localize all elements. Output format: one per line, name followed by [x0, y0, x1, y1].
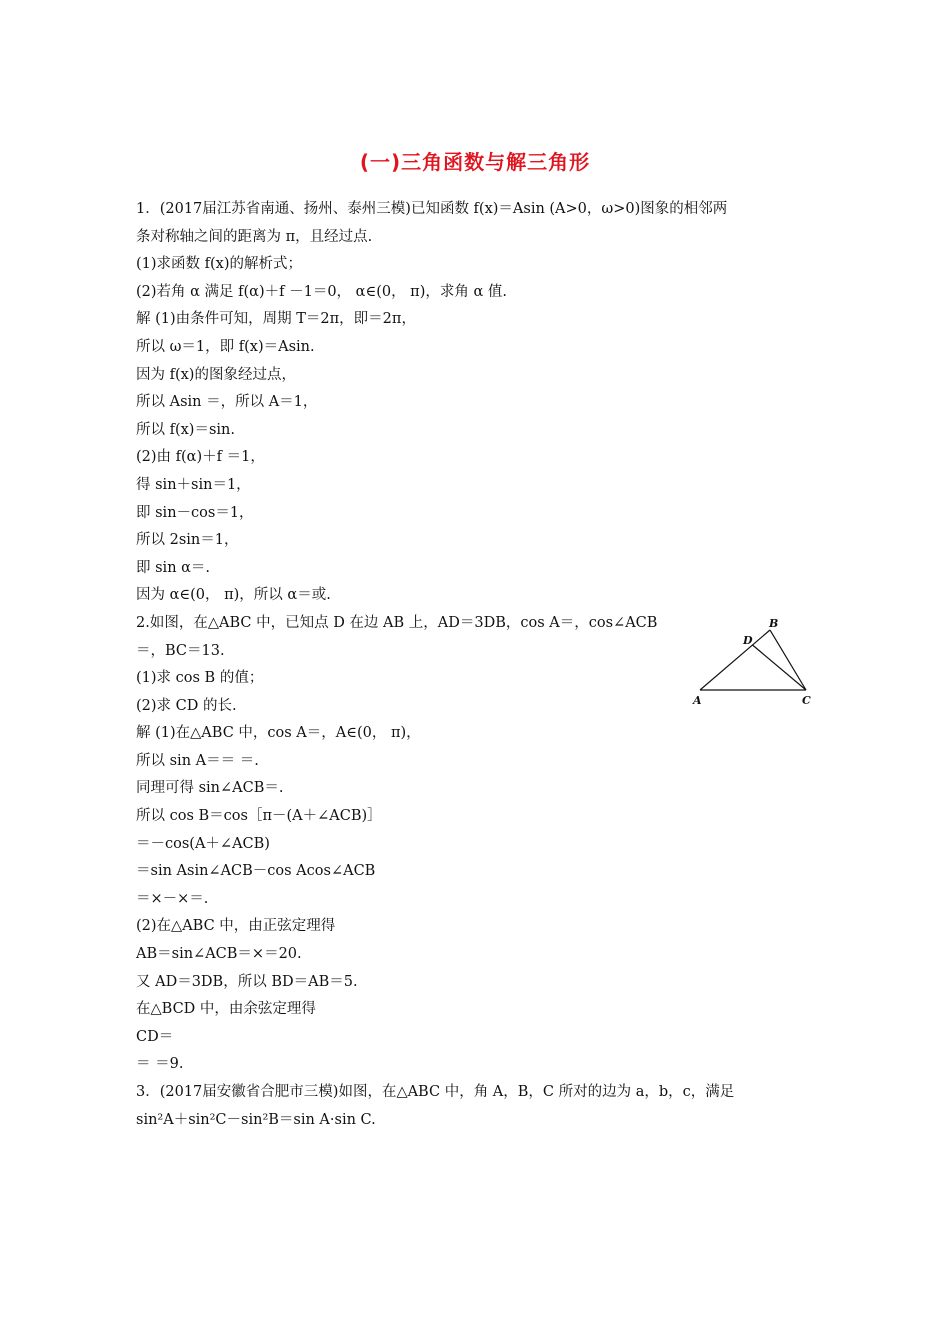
text-line: ＝，BC＝13.	[136, 642, 225, 659]
page-title: (一)三角函数与解三角形	[359, 150, 591, 174]
text-line: 又 AD＝3DB，所以 BD＝AB＝5.	[136, 973, 358, 990]
text-line: 即 sin α＝.	[136, 559, 211, 576]
label-b: B	[769, 617, 779, 630]
text-line: (1)求 cos B 的值；	[136, 670, 264, 687]
text-line: 所以 Asin ＝，所以 A＝1，	[136, 394, 318, 411]
text-line: 1．(2017届江苏省南通、扬州、泰州三模)已知函数 f(x)＝Asin (A>0，ω>0)图象的相邻两	[136, 201, 728, 217]
text-line: 所以 2sin＝1，	[136, 532, 239, 549]
text-line: (1)求函数 f(x)的解析式；	[136, 256, 303, 273]
text-line: (2)由 f(α)＋f ＝1，	[136, 449, 265, 466]
text-line: ＝－cos(A＋∠ACB)	[136, 835, 270, 852]
triangle-diagram	[690, 616, 820, 708]
label-d: D	[743, 634, 753, 647]
text-line: (2)在△ABC 中，由正弦定理得	[136, 918, 336, 935]
text-line: 同理可得 sin∠ACB＝.	[136, 780, 284, 797]
text-line: (2)求 CD 的长.	[136, 697, 237, 714]
text-line: AB＝sin∠ACB＝×＝20.	[136, 946, 302, 963]
side-ab	[700, 630, 770, 690]
text-line: ＝×－×＝.	[136, 890, 209, 907]
text-line: 即 sin－cos＝1，	[136, 504, 254, 521]
side-bc	[770, 630, 806, 690]
text-line: sin²A＋sin²C－sin²B＝sin A·sin C.	[136, 1111, 376, 1128]
text-line: 所以 ω＝1，即 f(x)＝Asin.	[136, 338, 315, 355]
text-line: 3．(2017届安徽省合肥市三模)如图，在△ABC 中，角 A，B，C 所对的边为 a，b，c，满足	[136, 1084, 735, 1100]
segment-cd	[753, 645, 807, 690]
text-line: 在△BCD 中，由余弦定理得	[136, 1001, 316, 1018]
text-line: 因为 f(x)的图象经过点，	[136, 366, 296, 383]
text-line: ＝sin Asin∠ACB－cos Acos∠ACB	[136, 863, 376, 880]
text-line: (2)若角 α 满足 f(α)＋f －1＝0， α∈(0， π)，求角 α 值.	[136, 283, 507, 300]
label-c: C	[802, 694, 811, 707]
text-line: 2.如图，在△ABC 中，已知点 D 在边 AB 上，AD＝3DB，cos A＝，cos∠ACB	[136, 614, 658, 631]
text-line: 解 (1)由条件可知，周期 T＝2π，即＝2π，	[136, 311, 416, 328]
text-line: 条对称轴之间的距离为 π，且经过点.	[136, 228, 373, 245]
label-a: A	[693, 694, 702, 707]
text-line: 所以 sin A＝＝ ＝.	[136, 752, 259, 769]
text-line: 解 (1)在△ABC 中，cos A＝，A∈(0， π)，	[136, 725, 421, 742]
text-line: CD＝	[136, 1028, 174, 1045]
text-line: 因为 α∈(0， π)，所以 α＝或.	[136, 587, 331, 604]
text-line: 所以 cos B＝cos［π－(A＋∠ACB)］	[136, 808, 382, 825]
text-line: 得 sin＋sin＝1，	[136, 476, 251, 493]
text-line: ＝ ＝9.	[136, 1056, 184, 1073]
triangle-figure	[690, 616, 820, 708]
text-line: 所以 f(x)＝sin.	[136, 421, 235, 438]
